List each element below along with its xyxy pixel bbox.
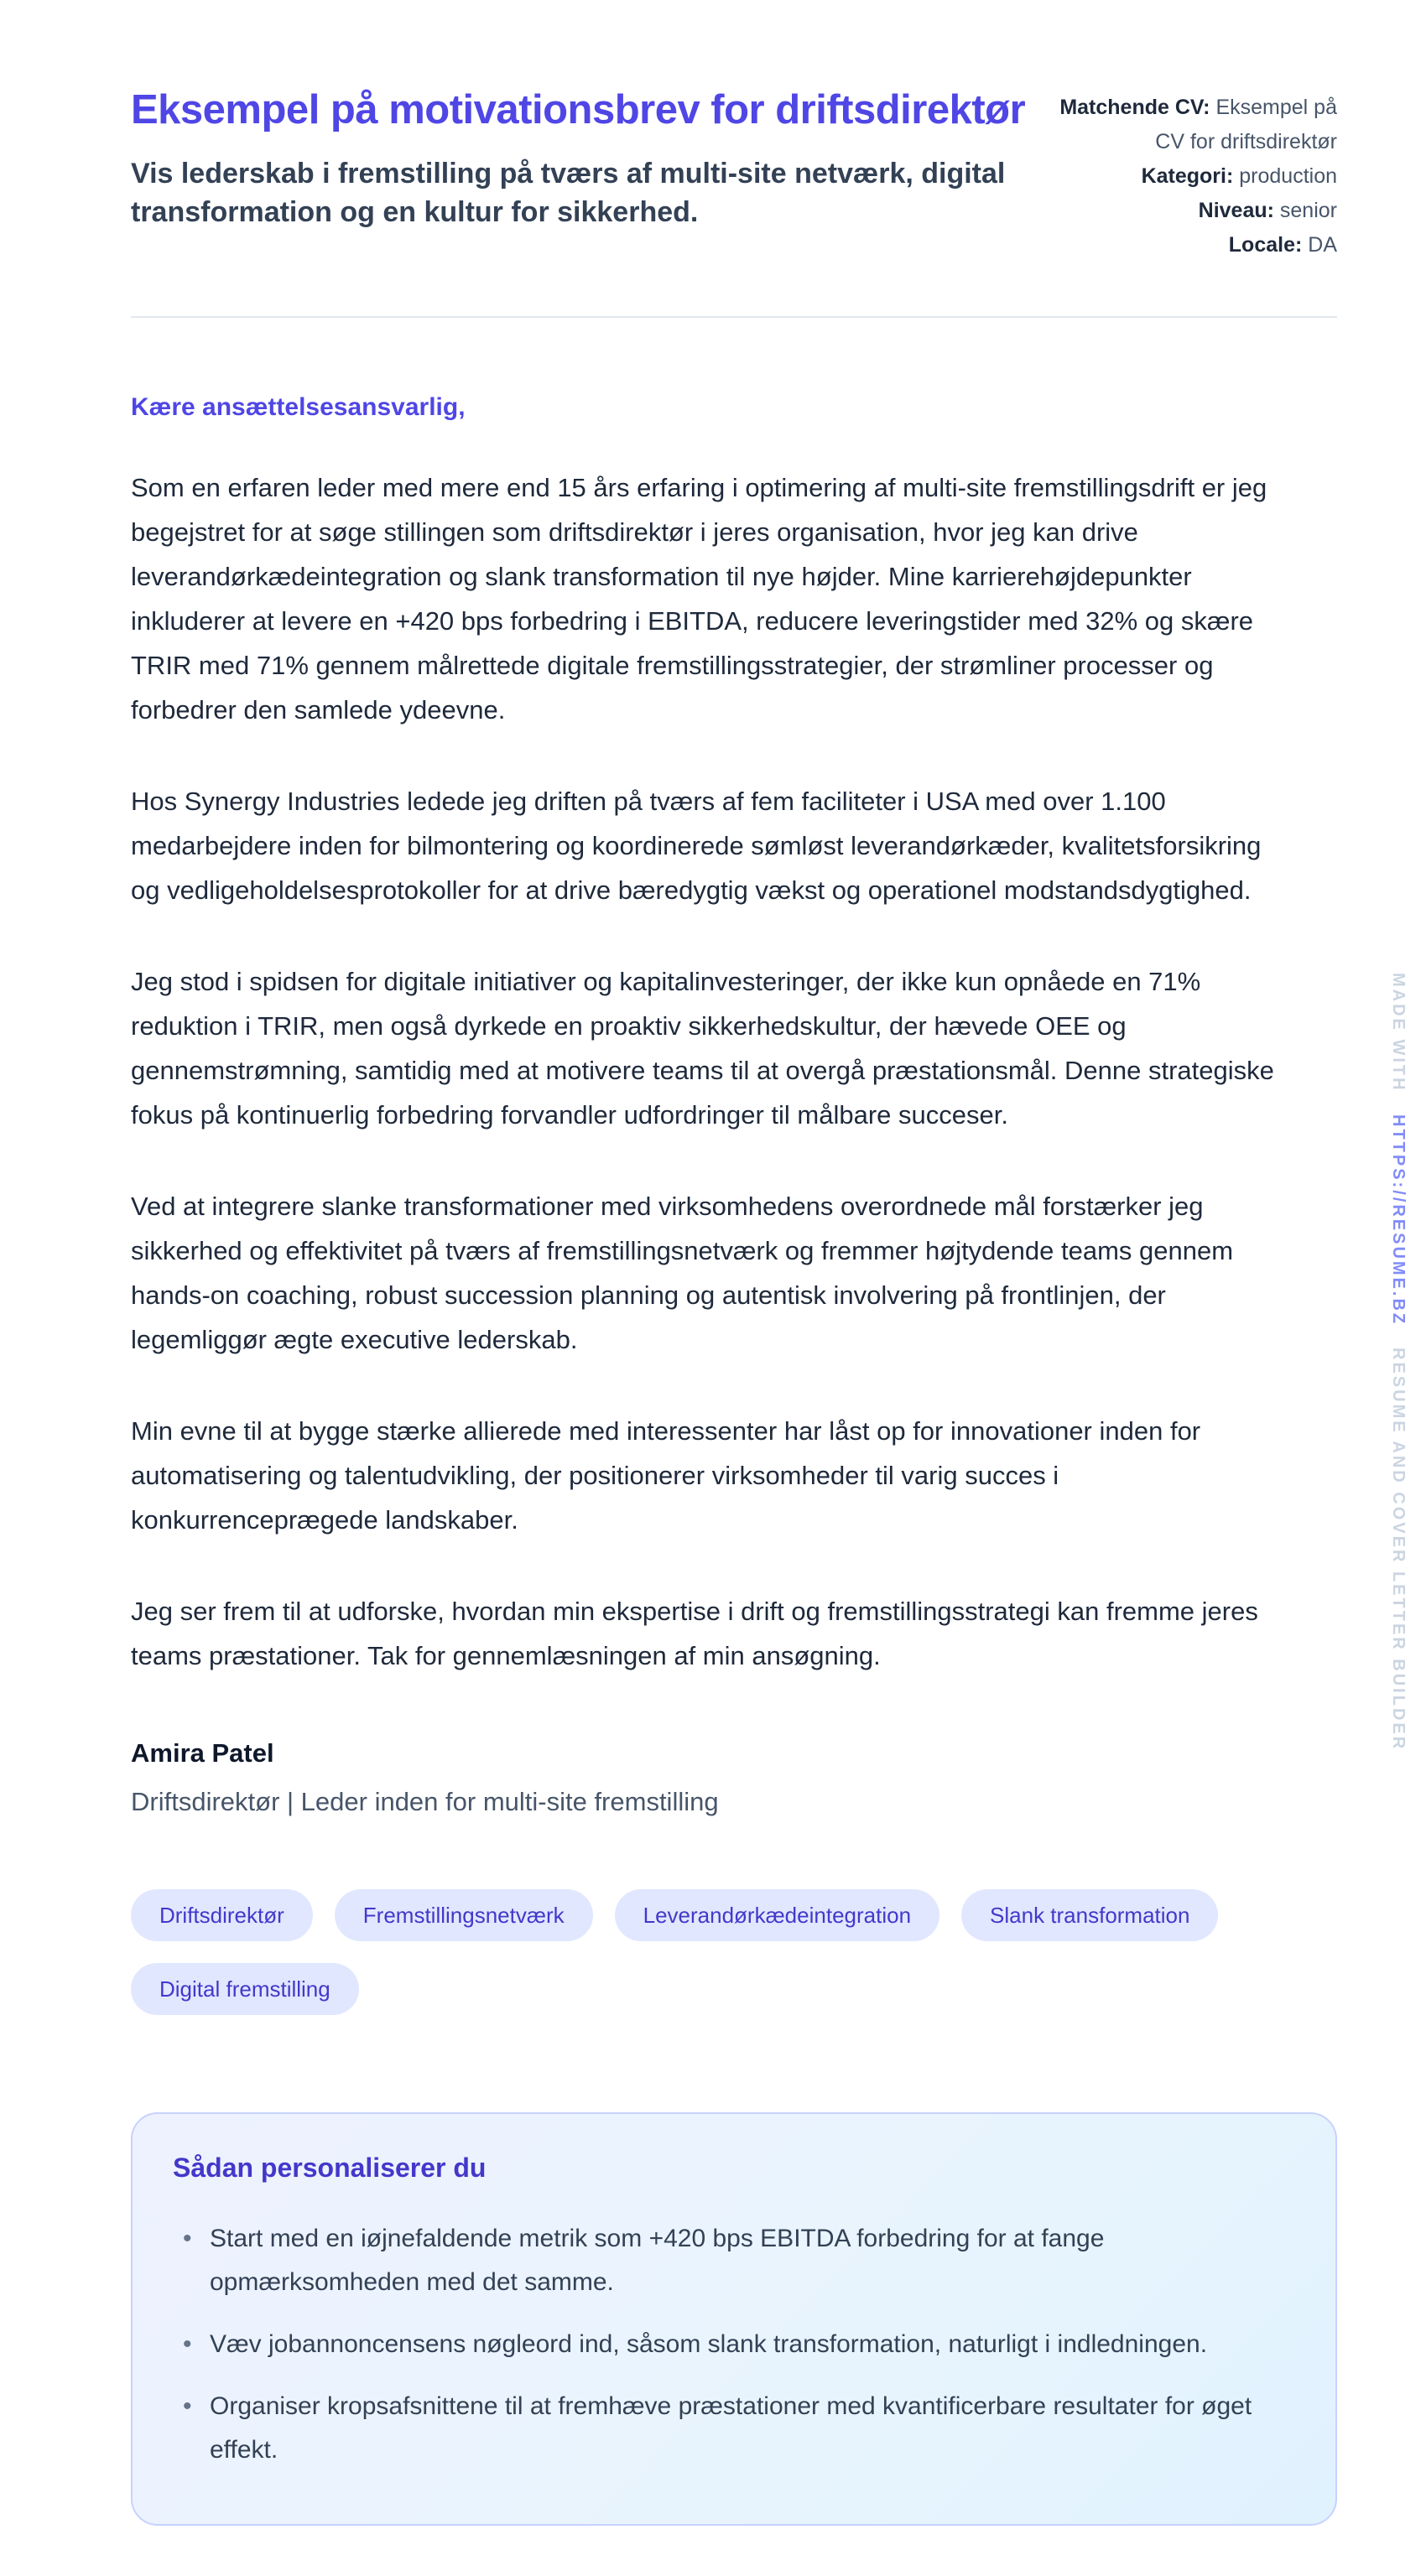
- meta-matching-cv-value: Eksempel på CV for driftsdirektør: [1155, 96, 1337, 153]
- letter-paragraph: Hos Synergy Industries ledede jeg driften på tværs af fem faciliteter i USA med over 1.100 medarbejdere inden for bilmontering og koordinerede sømløst leverandørkæder, kvalitetsforsikring og vedligeholdelsesprotokoller for at drive bæredygtig vækst og operationel modstandsdygtighed.: [131, 787, 1262, 905]
- meta-category: [1037, 159, 1337, 194]
- meta-locale: [1037, 228, 1337, 262]
- ribbon-builder-label: RESUME AND COVER LETTER BUILDER: [1389, 1347, 1408, 1751]
- letter-greeting: Kære ansættelsesansvarlig,: [131, 393, 466, 421]
- letter-paragraph: Som en erfaren leder med mere end 15 års erfaring i optimering af multi-site fremstillingsdrift er jeg begejstret for at søge stillingen som driftsdirektør i jeres organisation, hvor jeg kan drive leverandørkædeintegration og slank transformation til nye højder. Mine karrierehøjdepunkter inkluderer at levere en +420 bps forbedring i EBITDA, reducere leveringstider med 32% og skære TRIR med 71% gennem målrettede digitale fremstillingsstrategier, der strømliner processer og forbedrer den samlede ydeevne.: [131, 473, 1267, 724]
- header: [131, 84, 1337, 262]
- tip-item: • Væv jobannoncensens nøgleord ind, såsom slank transformation, naturligt i indledningen.: [173, 2323, 1263, 2366]
- tips-list: [173, 2217, 1295, 2472]
- meta-category-label: Kategori:: [1141, 164, 1234, 188]
- meta-level-label: Niveau:: [1198, 199, 1274, 222]
- signature-name: Amira Patel: [131, 1738, 274, 1768]
- personalization-tips-callout: [131, 2112, 1337, 2526]
- tag-chip[interactable]: Leverandørkædeintegration: [615, 1889, 939, 1941]
- tag-chip[interactable]: Fremstillingsnetværk: [335, 1889, 593, 1941]
- ribbon-made-with-label: MADE WITH: [1389, 973, 1408, 1093]
- letter-paragraph: Jeg ser frem til at udforske, hvordan min ekspertise i drift og fremstillingsstrategi kan fremme jeres teams præstationer. Tak for gennemlæsningen af min ansøgning.: [131, 1597, 1258, 1670]
- tag-list: [131, 1889, 1221, 2015]
- tip-item: • Start med en iøjnefaldende metrik som +420 bps EBITDA forbedring for at fange opmærksomheden med det samme.: [173, 2217, 1263, 2304]
- letter-paragraph: Jeg stod i spidsen for digitale initiativer og kapitalinvesteringer, der ikke kun opnåede en 71% reduktion i TRIR, men også dyrkede en proaktiv sikkerhedskultur, der hævede OEE og gennemstrømning, samtidig med at motivere teams til at overgå præstationsmål. Denne strategiske fokus på kontinuerlig forbedring forvandler udfordringer til målbare succeser.: [131, 967, 1274, 1130]
- meta-level: [1037, 194, 1337, 228]
- meta-locale-label: Locale:: [1228, 233, 1303, 257]
- letter-paragraph: Ved at integrere slanke transformationer med virksomhedens overordnede mål forstærker jeg sikkerhed og effektivitet på tværs af fremstillingsnetværk og fremmer højtydende teams gennem hands-on coaching, robust succession planning og autentisk involvering på frontlinjen, der legemliggør ægte executive lederskab.: [131, 1192, 1234, 1354]
- meta-matching-cv: [1037, 91, 1337, 159]
- signature-title: Driftsdirektør | Leder inden for multi-site fremstilling: [131, 1787, 719, 1816]
- meta-matching-cv-label: Matchende CV:: [1059, 96, 1210, 119]
- ribbon-resume-bz-link[interactable]: HTTPS://RESUME.BZ: [1389, 1114, 1408, 1326]
- meta-category-value: production: [1239, 164, 1337, 188]
- tip-item: • Organiser kropsafsnittene til at fremhæve præstationer med kvantificerbare resultater for øget effekt.: [173, 2385, 1263, 2472]
- page-subtitle: Vis lederskab i fremstilling på tværs af multi-site netværk, digital transformation og en kultur for sikkerhed.: [131, 158, 1006, 228]
- meta-block: [1037, 84, 1337, 262]
- tag-chip[interactable]: Driftsdirektør: [131, 1889, 313, 1941]
- header-divider: [131, 316, 1337, 318]
- meta-level-value: senior: [1279, 199, 1337, 222]
- tag-chip[interactable]: Slank transformation: [961, 1889, 1218, 1941]
- letter-paragraph: Min evne til at bygge stærke allierede med interessenter har låst op for innovationer inden for automatisering og talentudvikling, der positionerer virksomheder til varig succes i konkurrenceprægede landskaber.: [131, 1416, 1201, 1535]
- tag-chip[interactable]: Digital fremstilling: [131, 1963, 359, 2015]
- meta-locale-value: DA: [1308, 233, 1337, 257]
- page-title: Eksempel på motivationsbrev for driftsdirektør: [131, 87, 1026, 132]
- tips-title: Sådan personaliserer du: [173, 2153, 487, 2183]
- letter-body: [131, 393, 1337, 2526]
- made-with-ribbon: [1388, 973, 1408, 1751]
- header-title-block: [131, 84, 1037, 231]
